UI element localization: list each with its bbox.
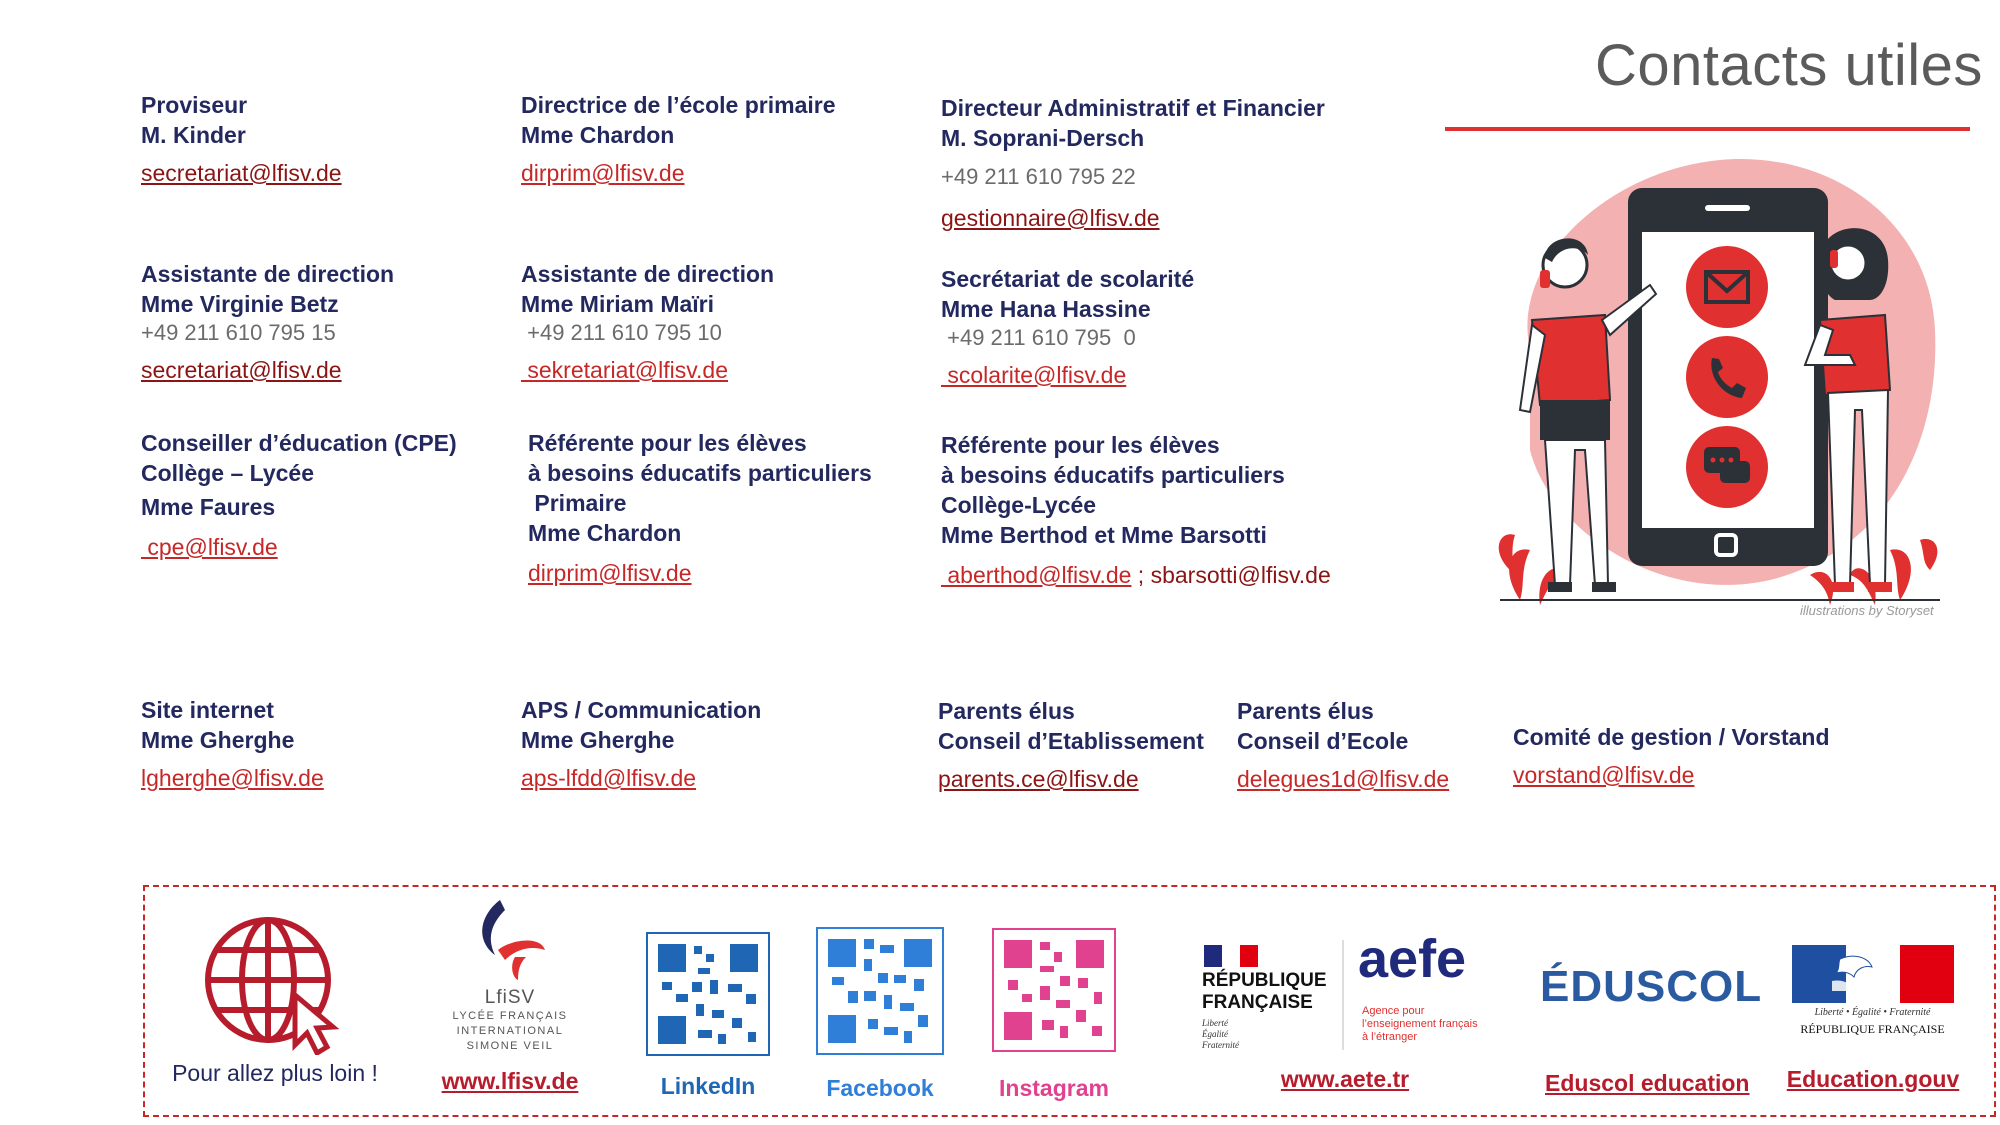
contact-role: APS / Communication xyxy=(521,697,762,723)
contact-person: Mme Chardon xyxy=(521,122,675,148)
contact-person: Mme Faures xyxy=(141,494,276,520)
eduscol-link[interactable]: Eduscol education xyxy=(1545,1070,1750,1096)
lfisv-logo xyxy=(430,895,590,1055)
phone-number: +49 211 610 795 10 xyxy=(521,320,722,345)
lfisv-logo-brand: LfiSV xyxy=(484,987,536,1008)
lfisv-website-link[interactable]: www.lfisv.de xyxy=(441,1068,579,1094)
email-link[interactable]: sekretariat@lfisv.de xyxy=(521,357,728,383)
facebook-qr-code[interactable] xyxy=(816,927,944,1055)
contact-sector: Collège – Lycée xyxy=(141,460,315,486)
facebook-link[interactable]: Facebook xyxy=(826,1075,934,1101)
email-link[interactable]: dirprim@lfisv.de xyxy=(521,160,685,186)
contact-role-detail: à besoins éducatifs particuliers xyxy=(941,462,1285,488)
contact-cpe xyxy=(141,428,457,561)
contact-daf xyxy=(941,93,1325,232)
contact-council: Conseil d’Etablissement xyxy=(938,728,1204,754)
contact-secretariat-scolarite xyxy=(941,264,1194,389)
contact-person: M. Kinder xyxy=(141,122,246,148)
qr-icon xyxy=(648,934,768,1054)
email-link[interactable]: parents.ce@lfisv.de xyxy=(938,766,1139,792)
contact-role: Directeur Administratif et Financier xyxy=(941,95,1325,121)
contact-referente-primaire xyxy=(528,428,872,587)
email-link[interactable]: secretariat@lfisv.de xyxy=(141,160,342,186)
contact-role: Site internet xyxy=(141,697,274,723)
rf-line1: RÉPUBLIQUE xyxy=(1202,970,1327,991)
contact-person: Mme Berthod et Mme Barsotti xyxy=(941,522,1267,548)
rf-line2: FRANÇAISE xyxy=(1202,992,1313,1013)
contact-sector: Collège-Lycée xyxy=(941,492,1097,518)
email-link[interactable]: vorstand@lfisv.de xyxy=(1513,762,1695,788)
illustration-credit: illustrations by Storyset xyxy=(1800,603,1934,618)
email-link[interactable]: delegues1d@lfisv.de xyxy=(1237,766,1450,792)
linkedin-qr-code[interactable] xyxy=(646,932,770,1056)
contact-role: Directrice de l’école primaire xyxy=(521,92,836,118)
contact-illustration xyxy=(1490,150,1950,620)
email-link[interactable]: aberthod@lfisv.de xyxy=(941,562,1132,588)
contact-vorstand xyxy=(1513,722,1830,789)
globe-caption: Pour allez plus loin ! xyxy=(172,1060,378,1086)
contact-role: Conseiller d’éducation (CPE) xyxy=(141,430,457,456)
contact-assistante-betz xyxy=(141,259,394,384)
contact-role: Parents élus xyxy=(1237,698,1374,724)
contact-council: Conseil d’Ecole xyxy=(1237,728,1409,754)
contact-person: Mme Gherghe xyxy=(141,727,295,753)
email-link[interactable]: dirprim@lfisv.de xyxy=(528,560,692,586)
phone-icon xyxy=(1686,336,1768,418)
title-underline xyxy=(1445,127,1970,131)
lfisv-logo-sub1: LYCÉE FRANÇAIS xyxy=(452,1010,568,1022)
linkedin-link[interactable]: LinkedIn xyxy=(660,1073,756,1099)
education-motto: Liberté • Égalité • Fraternité xyxy=(1814,1007,1931,1018)
aefe-sub3: à l’étranger xyxy=(1362,1031,1418,1043)
rf-motto3: Fraternité xyxy=(1202,1040,1239,1050)
contact-role: Assistante de direction xyxy=(141,261,395,287)
contact-proviseur xyxy=(141,90,342,187)
contact-role: Référente pour les élèves xyxy=(528,430,807,456)
marianne-flag-icon xyxy=(1792,945,1954,1003)
email-separator: ; xyxy=(1131,562,1151,588)
lfisv-logo-sub2: INTERNATIONAL xyxy=(456,1025,564,1037)
rf-motto2: Égalité xyxy=(1202,1029,1228,1039)
email-link[interactable]: gestionnaire@lfisv.de xyxy=(941,205,1160,231)
contact-directrice-primaire xyxy=(521,90,836,187)
page-title: Contacts utiles xyxy=(1595,33,1983,98)
contact-person: Mme Hana Hassine xyxy=(941,296,1151,322)
globe-cursor-icon[interactable] xyxy=(203,915,343,1055)
contact-role-detail: à besoins éducatifs particuliers xyxy=(528,460,872,486)
contact-person: Mme Gherghe xyxy=(521,727,675,753)
contact-role: Secrétariat de scolarité xyxy=(941,266,1195,292)
instagram-link[interactable]: Instagram xyxy=(999,1075,1109,1101)
contact-role: Proviseur xyxy=(141,92,248,118)
eduscol-logo: ÉDUSCOL xyxy=(1540,962,1763,1011)
contact-role: Référente pour les élèves xyxy=(941,432,1220,458)
qr-icon xyxy=(994,930,1114,1050)
email-text-2: sbarsotti@lfisv.de xyxy=(1150,562,1331,588)
contact-person: Mme Virginie Betz xyxy=(141,291,339,317)
aefe-sub1: Agence pour xyxy=(1362,1005,1425,1017)
aefe-brand: aefe xyxy=(1358,929,1467,989)
rf-aefe-logo xyxy=(1200,929,1490,1055)
email-link[interactable]: scolarite@lfisv.de xyxy=(941,362,1127,388)
lfisv-emblem-icon xyxy=(460,895,560,985)
mail-icon xyxy=(1686,246,1768,328)
lfisv-logo-sub3: SIMONE VEIL xyxy=(466,1040,554,1052)
email-link[interactable]: aps-lfdd@lfisv.de xyxy=(521,765,697,791)
contact-person: M. Soprani-Dersch xyxy=(941,125,1145,151)
phone-number: +49 211 610 795 0 xyxy=(941,325,1136,350)
rf-motto1: Liberté xyxy=(1202,1018,1228,1028)
contact-role: Comité de gestion / Vorstand xyxy=(1513,724,1830,750)
education-gouv-link[interactable]: Education.gouv xyxy=(1786,1066,1960,1092)
education-gouv-logo xyxy=(1790,945,1955,1045)
contact-role: Assistante de direction xyxy=(521,261,775,287)
phone-number: +49 211 610 795 22 xyxy=(941,164,1136,189)
contact-person: Mme Miriam Maïri xyxy=(521,291,714,317)
qr-icon xyxy=(818,929,942,1053)
email-link[interactable]: secretariat@lfisv.de xyxy=(141,357,342,383)
instagram-qr-code[interactable] xyxy=(992,928,1116,1052)
email-link[interactable]: lgherghe@lfisv.de xyxy=(141,765,324,791)
logo-divider xyxy=(1342,940,1344,1050)
contact-person: Mme Chardon xyxy=(528,520,682,546)
phone-number: +49 211 610 795 15 xyxy=(141,320,336,345)
aefe-sub2: l’enseignement français xyxy=(1362,1018,1478,1030)
contact-assistante-mairi xyxy=(521,259,774,384)
contact-aps xyxy=(521,695,761,792)
contact-site-internet xyxy=(141,695,324,792)
contact-referente-college xyxy=(941,430,1331,589)
contact-sector: Primaire xyxy=(528,490,627,516)
contact-parents-ecole xyxy=(1237,696,1449,793)
french-flag-icon xyxy=(1204,945,1258,967)
education-rf-name: RÉPUBLIQUE FRANÇAISE xyxy=(1800,1022,1945,1036)
email-link[interactable]: cpe@lfisv.de xyxy=(141,534,278,560)
aefe-website-link[interactable]: www.aete.tr xyxy=(1280,1066,1410,1092)
contact-parents-ce xyxy=(938,696,1204,793)
contact-role: Parents élus xyxy=(938,698,1075,724)
